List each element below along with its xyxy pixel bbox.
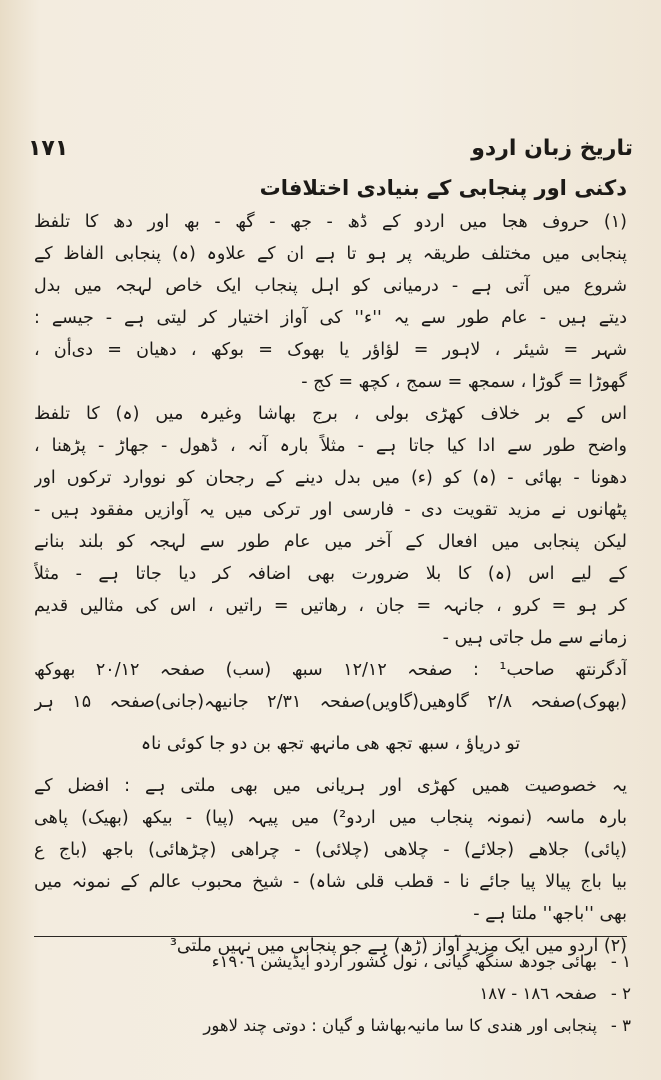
footnote-number: ۲ - bbox=[610, 984, 631, 1003]
text-line: (۲) اردو میں ایک مزید آواز (ڑھ) ہے جو پنجابی میں نہیں ملتی³ bbox=[169, 936, 627, 956]
text-line: (پائی) جلاھے (جلائے) - چلاھی (چلائی) - چراھی (چڑھائی) باجھ (باج ع bbox=[34, 840, 627, 860]
text-line: (۱) حروف ھجا میں اردو کے ڈھ - جھ - گھ - بھ اور دھ کا تلفظ bbox=[34, 212, 627, 232]
footnote-divider bbox=[34, 936, 627, 937]
spacer bbox=[34, 760, 627, 770]
text-line: اس کے بر خلاف کھڑی بولی ، برج بھاشا وغیرہ میں (ہ) کا تلفظ bbox=[34, 404, 627, 424]
text-line: (بھوک)صفحہ ۲/۸ گاوھیں(گاویں)صفحہ ۲/۳۱ جانیھہ(جانی)صفحہ ۱۵ ہر bbox=[34, 692, 627, 712]
text-line: شروع میں آتی ہے - درمیانی کو اہل پنجاب ایک خاص لہجہ میں بدل bbox=[34, 276, 627, 296]
paragraph-2 bbox=[34, 398, 627, 526]
text-line: پنجابی میں مختلف طریقہ پر ہو تا ہے ان کے علاوہ (ہ) پنجابی الفاظ کے bbox=[34, 244, 627, 264]
paragraph-4 bbox=[34, 654, 627, 718]
text-line: بارہ ماسہ (نمونہ پنجاب میں اردو²) میں پیہہ (پیا) - بیکھ (بھیک) پاھی bbox=[34, 808, 627, 828]
paragraph-5 bbox=[34, 770, 627, 930]
text-line: گھوڑا = گوڑا ، سمجھ = سمج ، کچھ = کج - bbox=[301, 372, 627, 392]
text-line: دھونا - بھائی - (ہ) کو (ء) میں بدل دینے کے رجحان کو نووارد ترکوں اور bbox=[34, 468, 627, 488]
text-line: کے لیے اس (ہ) کا بلا ضرورت بھی اضافہ کر دیا جاتا ہے - مثلاً bbox=[34, 564, 627, 584]
text-line: لیکن پنجابی میں افعال کے آخر میں عام طور سے لہجہ کو بلند بنانے bbox=[34, 532, 627, 552]
text-line: زمانے سے مل جاتی ہیں - bbox=[442, 628, 627, 648]
text-line: یہ خصوصیت ھمیں کھڑی اور ہریانی میں بھی ملتی ہے : افضل کے bbox=[34, 776, 627, 796]
footnote-text: بھائی جودھ سنگھ گیانی ، نول کشور اردو ایڈیشن ۱۹۰٦ء bbox=[211, 952, 597, 971]
footnotes bbox=[34, 946, 631, 1042]
paragraph-1 bbox=[34, 206, 627, 398]
page-header bbox=[28, 132, 633, 164]
text-line: واضح طور سے ادا کیا جاتا ہے - مثلاً بارہ آنہ ، ڈھول - جھاڑ - پڑھنا ، bbox=[34, 436, 627, 456]
footnote-item bbox=[34, 946, 631, 978]
text-line: دیتے ہیں - عام طور سے یہ ''ء'' کی آواز اختیار کر لیتی ہے - جیسے : bbox=[34, 308, 627, 328]
text-line: بھی ''باجھ'' ملتا ہے - bbox=[473, 904, 627, 924]
spacer bbox=[34, 718, 627, 728]
footnote-text: صفحہ ۱۸٦ - ۱۸۷ bbox=[479, 984, 597, 1003]
verse-line: تو دریاؤ ، سبھ تجھ ھی مانہھ تجھ بن دو جا کوئی ناہ bbox=[140, 734, 521, 754]
page-body bbox=[34, 176, 627, 962]
footnote-number: ۳ - bbox=[610, 1016, 631, 1035]
text-line: آدگرنتھ صاحب¹ : صفحہ ۱۲/۱۲ سبھ (سب) صفحہ ۲۰/۱۲ بھوکھ bbox=[34, 660, 627, 680]
paragraph-3 bbox=[34, 526, 627, 654]
page-number: ۱۷۱ bbox=[28, 135, 69, 161]
text-line: پٹھانوں نے مزید تقویت دی - فارسی اور ترکی میں یہ آوازیں مفقود ہیں - bbox=[34, 500, 627, 520]
text-line: شہر = شیئر ، لاہور = لؤاؤر یا بھوک = بوکھ ، دھیان = دی‌أن ، bbox=[34, 340, 627, 360]
text-line: بیا باج پیالا پیا جائے نا - قطب قلی شاہ) - شیخ محبوب عالم کے نمونہ میں bbox=[34, 872, 627, 892]
footnote-item bbox=[34, 978, 631, 1010]
section-heading: دکنی اور پنجابی کے بنیادی اختلافات bbox=[259, 176, 627, 200]
footnote-text: پنجابی اور ھندی کا سا مانیہ‌بھاشا و گیان : دوتی چند لاھور bbox=[203, 1016, 597, 1035]
footnote-item bbox=[34, 1010, 631, 1042]
text-line: کر ہو = کرو ، جانہہ = جان ، رھاتیں = راتیں ، اس کی مثالیں قدیم bbox=[34, 596, 627, 616]
running-title: تاریخ زبان اردو bbox=[471, 135, 633, 161]
footnote-number: ۱ - bbox=[610, 952, 631, 971]
